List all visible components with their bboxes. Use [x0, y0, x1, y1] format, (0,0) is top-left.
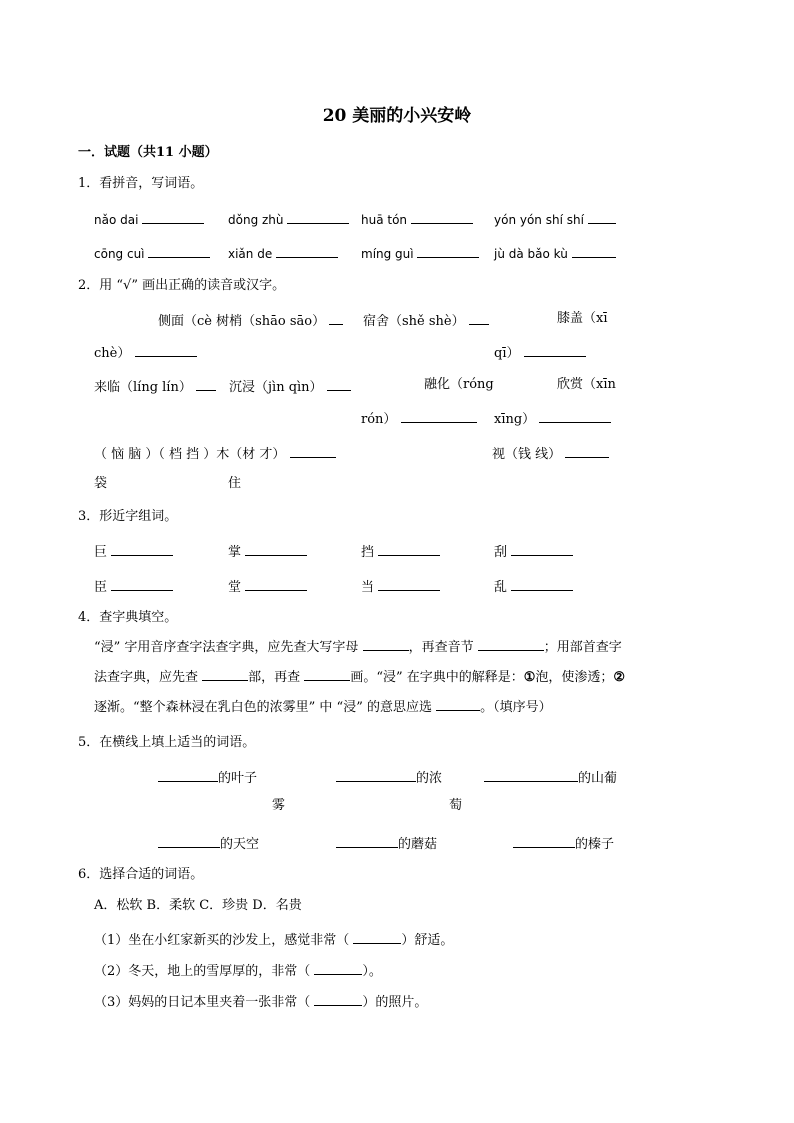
q6-prompt: 6．选择合适的词语。	[78, 867, 204, 882]
q5-item-3	[484, 768, 617, 787]
q5-item-3-cont: 萄	[449, 798, 463, 813]
answer-blank[interactable]	[539, 409, 611, 423]
page-title: 20 美丽的小兴安岭	[322, 106, 472, 126]
q2-item-dai: 袋	[94, 476, 108, 491]
q2-item-chenjin	[229, 377, 351, 396]
answer-blank[interactable]	[513, 834, 575, 848]
q5-item-2	[336, 768, 442, 787]
q2-item-choose-char	[94, 444, 336, 463]
answer-blank[interactable]	[327, 377, 351, 391]
answer-blank[interactable]	[484, 768, 578, 782]
pinyin-text: míng guì	[361, 247, 414, 261]
q1-pinyin-3	[361, 210, 473, 228]
char-text: 巨	[94, 545, 108, 560]
char-text: 掌	[228, 545, 242, 560]
q3-char-4	[494, 542, 573, 561]
q4-text: ，再查音节	[408, 640, 474, 655]
answer-blank[interactable]	[304, 667, 350, 681]
item-text: 沉浸（jìn qìn）	[229, 380, 323, 395]
q5-item-2-cont: 雾	[272, 798, 286, 813]
pinyin-text: xiǎn de	[228, 247, 273, 261]
item-text: 的榛子	[575, 837, 615, 852]
answer-blank[interactable]	[111, 542, 173, 556]
item-text: 的浓	[416, 771, 443, 786]
q4-text: 画。“浸” 在字典中的解释是：	[350, 670, 524, 685]
q2-item-xinshang-cont	[494, 409, 611, 428]
q3-char-5	[94, 577, 173, 596]
answer-blank[interactable]	[314, 961, 362, 975]
q2-item-zhu: 住	[228, 476, 242, 491]
answer-blank[interactable]	[314, 992, 362, 1006]
q2-prompt: 2．用 “√” 画出正确的读音或汉字。	[78, 278, 286, 293]
char-text: 刮	[494, 545, 508, 560]
q3-char-3	[361, 542, 440, 561]
answer-blank[interactable]	[276, 244, 338, 258]
answer-blank[interactable]	[401, 409, 477, 423]
answer-blank[interactable]	[329, 311, 343, 325]
q1-pinyin-1	[94, 210, 204, 228]
answer-blank[interactable]	[111, 577, 173, 591]
q2-item-shi	[492, 444, 609, 463]
answer-blank[interactable]	[148, 244, 210, 258]
answer-blank[interactable]	[378, 542, 440, 556]
section-heading: 一．试题（共11 小题）	[78, 145, 218, 160]
answer-blank[interactable]	[565, 444, 609, 458]
q3-char-1	[94, 542, 173, 561]
q1-pinyin-5	[94, 244, 210, 262]
answer-blank[interactable]	[290, 444, 336, 458]
q2-item-cemian-cont	[94, 343, 197, 362]
item-text: 侧面（cè 树梢（shāo sāo）	[158, 314, 326, 329]
item-text: xīng）	[494, 412, 536, 427]
q5-prompt: 5．在横线上填上适当的词语。	[78, 735, 256, 750]
pinyin-text: nǎo dai	[94, 213, 139, 227]
q4-text: ；用部首查字法查字典，应先查	[94, 640, 622, 685]
q4-text: “浸” 字用音序查字法查字典，应先查大写字母	[94, 640, 359, 655]
item-text: chè）	[94, 346, 131, 361]
q5-item-6	[513, 834, 614, 853]
answer-blank[interactable]	[436, 697, 480, 711]
answer-blank[interactable]	[158, 834, 220, 848]
pinyin-text: yón yón shí shí	[494, 213, 584, 227]
q2-item-xigai-cont	[494, 343, 586, 362]
q5-item-1	[158, 768, 257, 787]
answer-blank[interactable]	[511, 577, 573, 591]
q6-options: A．松软 B．柔软 C．珍贵 D．名贵	[94, 898, 302, 913]
answer-blank[interactable]	[336, 834, 398, 848]
q3-prompt: 3．形近字组词。	[78, 509, 178, 524]
q6-sentence-1	[94, 930, 453, 949]
item-text: （ 恼 脑 ）（ 档 挡 ）木（材 才）	[94, 447, 286, 462]
answer-blank[interactable]	[202, 667, 248, 681]
q4-text: 逐渐。“整个森林浸在乳白色的浓雾里” 中 “浸” 的意思应选	[94, 700, 432, 715]
answer-blank[interactable]	[511, 542, 573, 556]
q3-char-2	[228, 542, 307, 561]
answer-blank[interactable]	[363, 637, 409, 651]
q1-pinyin-6	[228, 244, 338, 262]
q4-text: 泡，使渗透；	[535, 670, 614, 685]
answer-blank[interactable]	[469, 311, 489, 325]
q2-item-xigai: 膝盖（xī	[557, 311, 608, 326]
item-text: 的叶子	[218, 771, 258, 786]
answer-blank[interactable]	[572, 244, 616, 258]
q2-item-cemian	[158, 311, 343, 330]
char-text: 挡	[361, 545, 375, 560]
answer-blank[interactable]	[142, 210, 204, 224]
item-text: qī）	[494, 346, 520, 361]
q5-item-5	[336, 834, 437, 853]
answer-blank[interactable]	[411, 210, 473, 224]
sentence-text: ）。	[362, 964, 382, 979]
item-text: rón）	[361, 412, 397, 427]
answer-blank[interactable]	[336, 768, 416, 782]
char-text: 臣	[94, 580, 108, 595]
q2-item-lailin	[94, 377, 216, 396]
sentence-text: （1）坐在小红家新买的沙发上，感觉非常（	[94, 933, 350, 948]
char-text: 堂	[228, 580, 242, 595]
answer-blank[interactable]	[524, 343, 586, 357]
q1-pinyin-8	[494, 244, 616, 262]
q2-item-xinshang: 欣赏（xīn	[557, 377, 616, 392]
answer-blank[interactable]	[588, 210, 616, 224]
q1-pinyin-2	[228, 210, 349, 228]
q6-sentence-2	[94, 961, 382, 980]
answer-blank[interactable]	[245, 577, 307, 591]
answer-blank[interactable]	[353, 930, 401, 944]
q2-item-ronghua-cont	[361, 409, 477, 428]
q3-char-7	[361, 577, 440, 596]
q1-pinyin-7	[361, 244, 479, 262]
q3-char-8	[494, 577, 573, 596]
pinyin-text: jù dà bǎo kù	[494, 247, 568, 261]
item-text: 的天空	[220, 837, 260, 852]
item-text: 宿舍（shě shè）	[363, 314, 465, 329]
q4-prompt: 4．查字典填空。	[78, 610, 178, 625]
q4-text: 。（填序号）	[480, 700, 552, 715]
q1-pinyin-4	[494, 210, 616, 228]
answer-blank[interactable]	[378, 577, 440, 591]
item-text: 的山葡	[578, 771, 618, 786]
char-text: 当	[361, 580, 375, 595]
answer-blank[interactable]	[135, 343, 197, 357]
item-text: 来临（líng lín）	[94, 380, 192, 395]
q5-item-4	[158, 834, 259, 853]
q2-item-sushe	[363, 311, 489, 330]
answer-blank[interactable]	[287, 210, 349, 224]
q3-char-6	[228, 577, 307, 596]
item-text: 视（钱 线）	[492, 447, 562, 462]
q6-sentence-3	[94, 992, 427, 1011]
q4-paragraph	[94, 633, 629, 723]
answer-blank[interactable]	[196, 377, 216, 391]
q4-text: 部，再查	[248, 670, 301, 685]
char-text: 乱	[494, 580, 508, 595]
answer-blank[interactable]	[417, 244, 479, 258]
sentence-text: ）的照片。	[362, 995, 428, 1010]
pinyin-text: cōng cuì	[94, 247, 145, 261]
answer-blank[interactable]	[245, 542, 307, 556]
answer-blank[interactable]	[478, 637, 544, 651]
sentence-text: （3）妈妈的日记本里夹着一张非常（	[94, 995, 311, 1010]
answer-blank[interactable]	[158, 768, 218, 782]
item-text: 的蘑菇	[398, 837, 438, 852]
pinyin-text: dǒng zhù	[228, 213, 284, 227]
pinyin-text: huā tón	[361, 213, 408, 227]
sentence-text: ）舒适。	[401, 933, 454, 948]
circled-one: ①	[523, 670, 536, 685]
q1-prompt: 1．看拼音，写词语。	[78, 176, 204, 191]
sentence-text: （2）冬天，地上的雪厚厚的，非常（	[94, 964, 311, 979]
circled-two: ②	[613, 670, 626, 685]
q2-item-ronghua: 融化（róng	[424, 377, 494, 392]
